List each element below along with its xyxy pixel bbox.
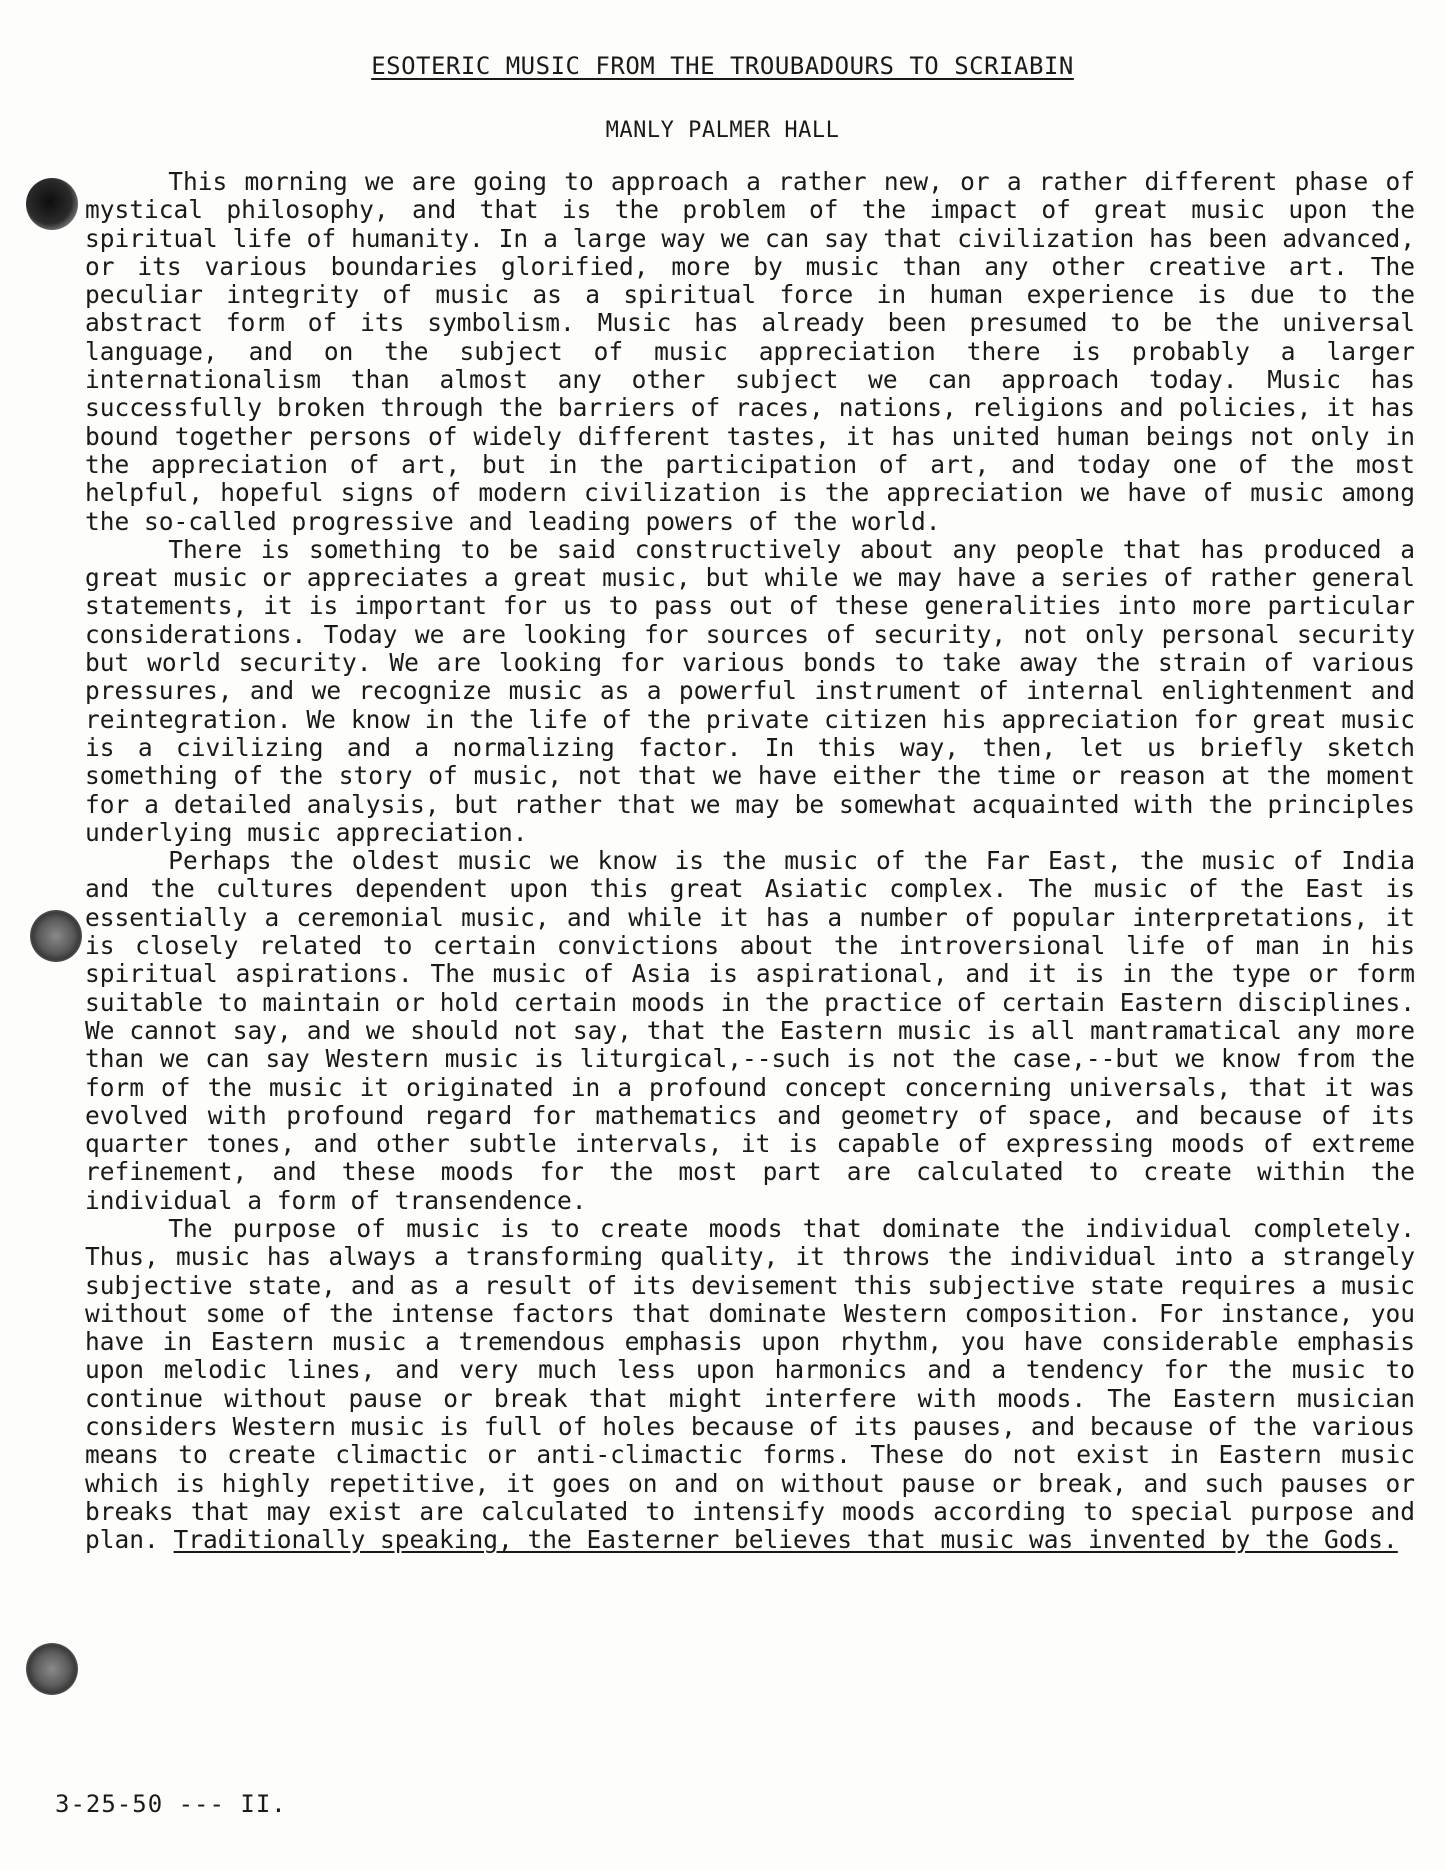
punch-hole <box>26 178 78 230</box>
document-body <box>85 168 1415 1555</box>
paragraph <box>85 1215 1415 1555</box>
document-author: MANLY PALMER HALL <box>605 118 840 143</box>
document-title: ESOTERIC MUSIC FROM THE TROUBADOURS TO SCRIABIN <box>371 52 1074 80</box>
page-footer: 3-25-50 --- II. <box>55 1790 287 1818</box>
closing-sentence: Traditionally speaking, the Easterner believes that music was invented by the Gods. <box>173 1525 1398 1555</box>
paragraph: This morning we are going to approach a rather new, or a rather different phase of mystical philosophy, and that is the problem of the impact of great music upon the spiritual life of humanity. In a large way we can say that civilization has been advanced, or its various boundaries glorified, more by music than any other creative art. The peculiar integrity of music as a spiritual force in human experience is due to the abstract form of its symbolism. Music has already been presumed to be the universal language, and on the subject of music appreciation there is probably a larger internationalism than almost any other subject we can approach today. Music has successfully broken through the barriers of races, nations, religions and policies, it has bound together persons of widely different tastes, it has united human beings not only in the appreciation of art, but in the participation of art, and today one of the most helpful, hopeful signs of modern civilization is the appreciation we have of music among the so-called progressive and leading powers of the world. <box>85 167 1415 536</box>
punch-hole <box>26 1643 78 1695</box>
paragraph: Perhaps the oldest music we know is the music of the Far East, the music of India and the cultures dependent upon this great Asiatic complex. The music of the East is essentially a ceremonial music, and while it has a number of popular interpretations, it is closely related to certain convictions about the introversional life of man in his spiritual aspirations. The music of Asia is aspirational, and it is in the type or form suitable to maintain or hold certain moods in the practice of certain Eastern disciplines. We cannot say, and we should not say, that the Eastern music is all mantramatical any more than we can say Western music is liturgical,--such is not the case,--but we know from the form of the music it originated in a profound concept concerning universals, that it was evolved with profound regard for mathematics and geometry of space, and because of its quarter tones, and other subtle intervals, it is capable of expressing moods of extreme refinement, and these moods for the most part are calculated to create within the individual a form of transendence. <box>85 846 1415 1215</box>
punch-hole <box>30 910 82 962</box>
paragraph-text: The purpose of music is to create moods that dominate the individual completely. Thus, music has always a transforming quality, it throws the individual into a strangely subjective state, and as a result of its devisement this subjective state requires a music without some of the intense factors that dominate Western composition. For instance, you have in Eastern music a tremendous emphasis upon rhythm, you have considerable emphasis upon melodic lines, and very much less upon harmonics and a tendency for the music to continue without pause or break that might interfere with moods. The Eastern musician considers Western music is full of holes because of its pauses, and because of the various means to create climactic or anti-climactic forms. These do not exist in Eastern music which is highly repetitive, it goes on and on without pause or break, and such pauses or breaks that may exist are calculated to intensify moods according to special purpose and plan. <box>85 1213 1415 1555</box>
paragraph: There is something to be said constructively about any people that has produced a great music or appreciates a great music, but while we may have a series of rather general statements, it is important for us to pass out of these generalities into more particular considerations. Today we are looking for sources of security, not only personal security but world security. We are looking for various bonds to take away the strain of various pressures, and we recognize music as a powerful instrument of internal enlightenment and reintegration. We know in the life of the private citizen his appreciation for great music is a civilizing and a normalizing factor. In this way, then, let us briefly sketch something of the story of music, not that we have either the time or reason at the moment for a detailed analysis, but rather that we may be somewhat acquainted with the principles underlying music appreciation. <box>85 534 1415 847</box>
